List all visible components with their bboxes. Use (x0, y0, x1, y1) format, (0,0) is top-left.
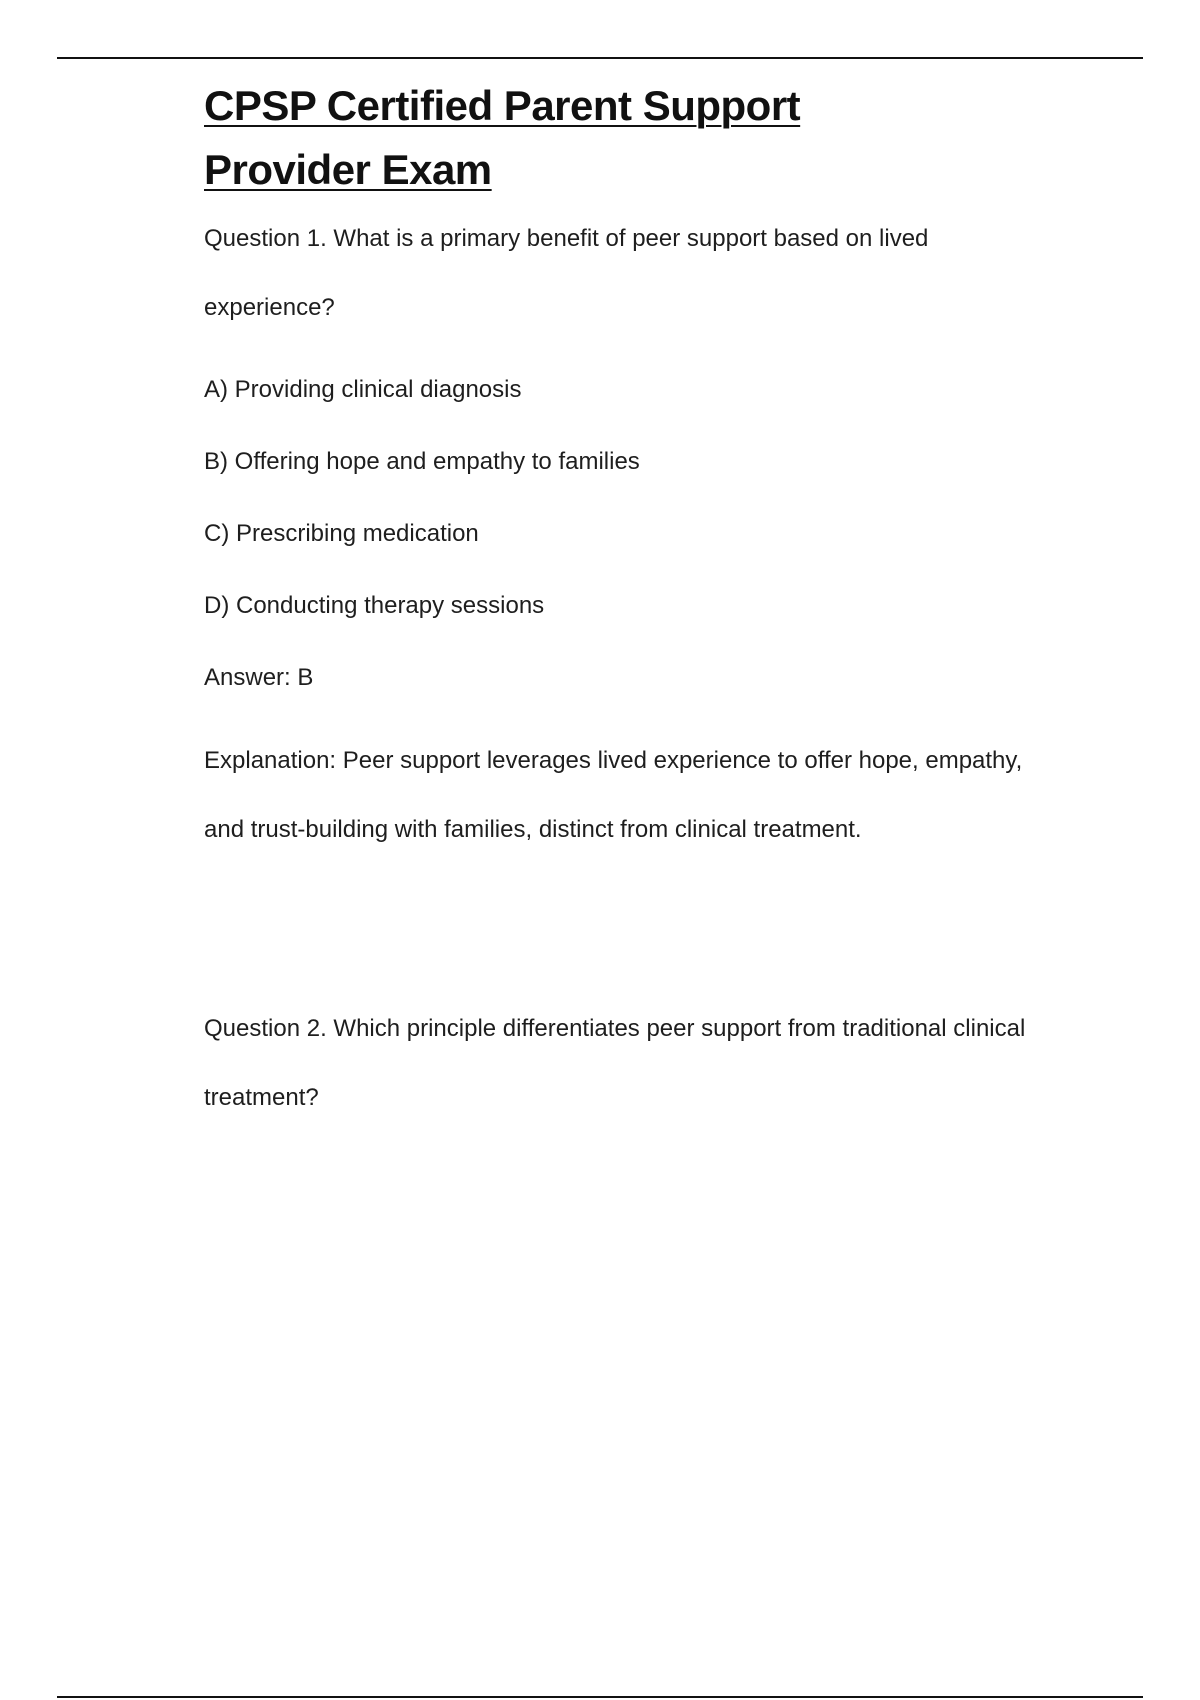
question-1-explanation: Explanation: Peer support leverages lived experience to offer hope, empathy, and trust-building with families, distinct from clinical treatment. (204, 747, 1023, 843)
question-1-option-b: B) Offering hope and empathy to families (204, 448, 640, 475)
top-rule (57, 57, 1143, 59)
question-1-answer: Answer: B (204, 664, 314, 691)
question-1-text: Question 1. What is a primary benefit of peer support based on lived experience? (204, 225, 929, 321)
question-block-1 (204, 204, 1064, 864)
title-line-1: CPSP Certified Parent Support (204, 82, 801, 129)
question-2-text: Question 2. Which principle differentiates peer support from traditional clinical treatment? (204, 1015, 1026, 1111)
bottom-rule (57, 1696, 1143, 1698)
document-title (204, 74, 1064, 202)
question-1-option-a: A) Providing clinical diagnosis (204, 376, 522, 403)
title-line-2: Provider Exam (204, 146, 492, 193)
question-1-option-d: D) Conducting therapy sessions (204, 592, 545, 619)
question-1-option-c: C) Prescribing medication (204, 520, 479, 547)
question-block-2 (204, 994, 1064, 1132)
document-body (204, 74, 1064, 1132)
